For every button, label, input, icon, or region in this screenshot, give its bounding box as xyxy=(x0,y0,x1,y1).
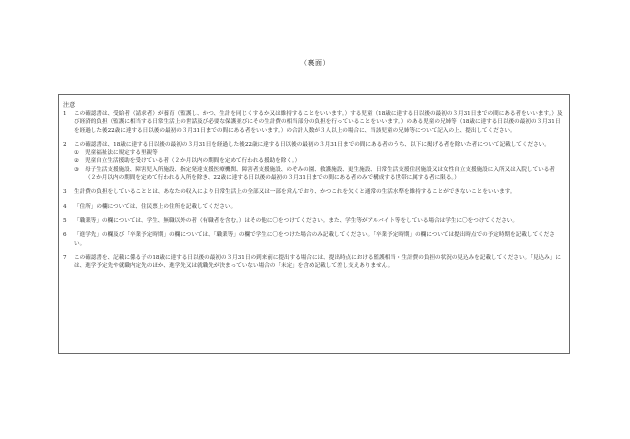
note-text: 「住所」の欄については、住民票上の住所を記載してください。 xyxy=(74,203,237,210)
note-subitem xyxy=(74,157,565,165)
note-text: 「進学先」の欄及び「卒業予定時期」の欄については、「職業等」の欄で学生に〇をつけた場合のみ記載してください。「卒業予定時期」の欄については提出時点での予定時期を記載してください。 xyxy=(74,232,555,247)
note-item xyxy=(63,231,565,248)
subitem-mark: ③ xyxy=(74,166,80,173)
note-number: 6 xyxy=(63,232,67,239)
note-item xyxy=(63,110,565,135)
page-side-label: （裏面） xyxy=(300,59,330,67)
notes-box xyxy=(58,94,570,354)
note-text: この確認書を、記載に係る子の18歳に達する日以後の最初の３月31日の到来前に提出する場合には、提出時点における監護相当・生計費の負担の状況の見込みを記載してください。「見込み」には、進学予定先や就職内定先のほか、進学先又は就職先が決まっていない場合の「未定」を含め記載して差し支えありません。 xyxy=(74,254,561,270)
note-item xyxy=(63,188,565,196)
subitem-text: 児童福祉法に規定する里親等 xyxy=(85,150,158,157)
subitem-text: 母子生活支援施設、障害児入所施設、指定発達支援医療機関、障害者支援施設、のぞみの園、救護施設、更生施設、日常生活支援住居施設又は女性自立支援施設に入所又は入院している者（２か月以内の期間を定めて行われる入所を除き、22歳に達する日以後の最初の３月31日までの間にある者のみで構成する世帯に属する者に限る。） xyxy=(85,166,555,182)
note-text: この確認書は、18歳に達する日以後の最初の３月31日を経過した後22歳に達する日以後の最初の３月31日までの間にある者のうち、以下に掲げる者を除いた者について記載してください。 xyxy=(74,141,550,148)
note-item xyxy=(63,254,565,271)
note-number: 7 xyxy=(63,254,67,261)
notes-list xyxy=(63,110,565,270)
subitem-mark: ② xyxy=(74,158,80,165)
subitem-text: 児童自立生活援助を受けている者（２か月以内の期間を定めて行われる援助を除く。） xyxy=(85,158,301,165)
notes-title: 注意 xyxy=(63,102,76,109)
note-text: 「職業等」の欄については、学生、無職以外の者（有職者を含む。）はその他に〇をつけてください。また、学生等がアルバイト等をしている場合は学生に〇をつけてください。 xyxy=(74,217,518,224)
note-number: 4 xyxy=(63,203,67,210)
note-text: 生計費の負担をしていることとは、あなたの収入により日常生活上の全部又は一部を営んでおり、かつこれを欠くと通常の生活水準を維持することができないことをいいます。 xyxy=(74,189,516,196)
note-content xyxy=(74,141,565,182)
note-subitem xyxy=(74,149,565,157)
note-text: この確認書は、受給者（請求者）が養育（監護し、かつ、生計を同じくするか又は維持することをいいます。）する児童（18歳に達する日以後の最初の３月31日までの間にある者をいいます。）及び経済的負担（監護に相当する日常生活上の世話及び必要な保護並びにその生計費の相当部分の負担を行っていることをいいます。）のある児童の兄姉等（18歳に達する日以後の最初の３月31日を経過した後22歳に達する日以後の最初の３月31日までの間にある者をいいます。）の合計人数が３人以上の場合に、当該児童の兄姉等について記入の上、提出してください。 xyxy=(74,111,563,134)
note-number: 1 xyxy=(63,111,67,117)
note-number: 2 xyxy=(63,141,67,148)
note-number: 5 xyxy=(63,217,67,224)
note-item xyxy=(63,141,565,182)
note-number: 3 xyxy=(63,189,67,196)
subitem-mark: ① xyxy=(74,150,80,157)
note-item xyxy=(63,217,565,225)
note-subitem xyxy=(74,166,565,183)
note-item xyxy=(63,203,565,211)
